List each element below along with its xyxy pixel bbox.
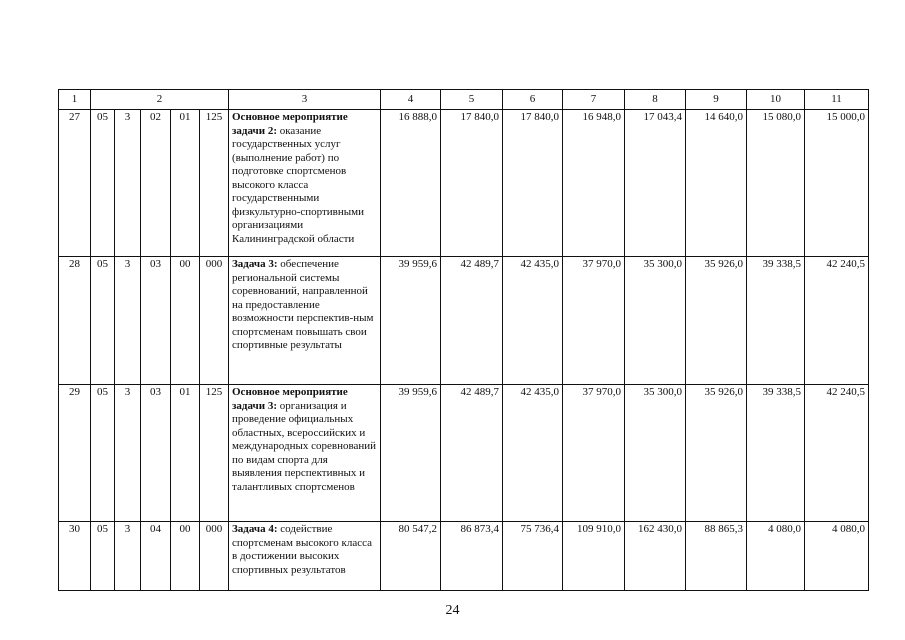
- description-heading: Основное мероприятие задачи 2:: [232, 111, 348, 137]
- table-row: [59, 110, 869, 257]
- header-col-11: 11: [805, 90, 869, 110]
- header-col-7: 7: [563, 90, 625, 110]
- value-col-6: 42 435,0: [503, 257, 563, 385]
- table-row: [59, 257, 869, 385]
- header-col-10: 10: [747, 90, 805, 110]
- header-col-1: 1: [59, 90, 91, 110]
- description-heading: Основное мероприятие задачи 3:: [232, 386, 348, 412]
- value-col-4: 80 547,2: [381, 522, 441, 591]
- value-col-5: 17 840,0: [441, 110, 503, 257]
- value-col-8: 17 043,4: [625, 110, 686, 257]
- header-col-2: 2: [91, 90, 229, 110]
- value-col-10: 39 338,5: [747, 257, 805, 385]
- code-section: 05: [91, 110, 115, 257]
- code-group: 000: [200, 257, 229, 385]
- value-col-10: 39 338,5: [747, 385, 805, 522]
- row-description: [229, 385, 381, 522]
- value-col-4: 39 959,6: [381, 257, 441, 385]
- value-col-8: 35 300,0: [625, 385, 686, 522]
- description-heading: Задача 4:: [232, 523, 278, 535]
- code-section: 05: [91, 522, 115, 591]
- page-number: 24: [445, 603, 460, 618]
- value-col-7: 37 970,0: [563, 385, 625, 522]
- value-col-6: 42 435,0: [503, 385, 563, 522]
- row-description: [229, 257, 381, 385]
- code-subprogram: 02: [141, 110, 171, 257]
- value-col-7: 109 910,0: [563, 522, 625, 591]
- header-col-8: 8: [625, 90, 686, 110]
- description-text: организация и проведение официальных областных, всероссийских и международных соревнований по видам спорта для выявления перспективных и талантливых спортсменов: [232, 399, 377, 493]
- code-group: 000: [200, 522, 229, 591]
- row-description: [229, 522, 381, 591]
- value-col-7: 37 970,0: [563, 257, 625, 385]
- value-col-7: 16 948,0: [563, 110, 625, 257]
- code-section: 05: [91, 257, 115, 385]
- header-col-3: 3: [229, 90, 381, 110]
- table-header: [59, 90, 869, 110]
- header-row: [59, 90, 869, 110]
- value-col-9: 35 926,0: [686, 257, 747, 385]
- value-col-5: 42 489,7: [441, 385, 503, 522]
- value-col-6: 75 736,4: [503, 522, 563, 591]
- value-col-11: 15 000,0: [805, 110, 869, 257]
- header-col-4: 4: [381, 90, 441, 110]
- value-col-11: 42 240,5: [805, 257, 869, 385]
- code-program: 3: [115, 522, 141, 591]
- code-program: 3: [115, 385, 141, 522]
- budget-table: [58, 89, 869, 591]
- code-program: 3: [115, 110, 141, 257]
- code-activity: 01: [171, 110, 200, 257]
- code-group: 125: [200, 385, 229, 522]
- value-col-4: 16 888,0: [381, 110, 441, 257]
- code-program: 3: [115, 257, 141, 385]
- description-text: содействие спортсменам высокого класса в достижении высоких спортивных результатов: [232, 523, 373, 576]
- value-col-10: 15 080,0: [747, 110, 805, 257]
- value-col-9: 35 926,0: [686, 385, 747, 522]
- header-col-6: 6: [503, 90, 563, 110]
- table-row: [59, 522, 869, 591]
- code-subprogram: 03: [141, 385, 171, 522]
- code-activity: 01: [171, 385, 200, 522]
- row-number: 29: [59, 385, 91, 522]
- table-row: [59, 385, 869, 522]
- code-group: 125: [200, 110, 229, 257]
- value-col-5: 86 873,4: [441, 522, 503, 591]
- value-col-6: 17 840,0: [503, 110, 563, 257]
- row-description: [229, 110, 381, 257]
- row-number: 27: [59, 110, 91, 257]
- value-col-8: 35 300,0: [625, 257, 686, 385]
- value-col-10: 4 080,0: [747, 522, 805, 591]
- code-subprogram: 03: [141, 257, 171, 385]
- description-text: обеспечение региональной системы соревнований, направленной на предоставление возможности перспектив-ным спортсменам повышать свои спортивные результаты: [232, 258, 374, 351]
- description-heading: Задача 3:: [232, 258, 278, 270]
- value-col-4: 39 959,6: [381, 385, 441, 522]
- table-body: [59, 110, 869, 591]
- header-col-5: 5: [441, 90, 503, 110]
- header-col-9: 9: [686, 90, 747, 110]
- description-text: оказание государственных услуг (выполнение работ) по подготовке спортсменов высокого класса государственными физкультурно-спортивными организациями Калининградской области: [232, 124, 364, 245]
- row-number: 28: [59, 257, 91, 385]
- value-col-5: 42 489,7: [441, 257, 503, 385]
- code-subprogram: 04: [141, 522, 171, 591]
- value-col-9: 88 865,3: [686, 522, 747, 591]
- value-col-11: 42 240,5: [805, 385, 869, 522]
- value-col-8: 162 430,0: [625, 522, 686, 591]
- value-col-9: 14 640,0: [686, 110, 747, 257]
- row-number: 30: [59, 522, 91, 591]
- code-activity: 00: [171, 257, 200, 385]
- code-section: 05: [91, 385, 115, 522]
- value-col-11: 4 080,0: [805, 522, 869, 591]
- code-activity: 00: [171, 522, 200, 591]
